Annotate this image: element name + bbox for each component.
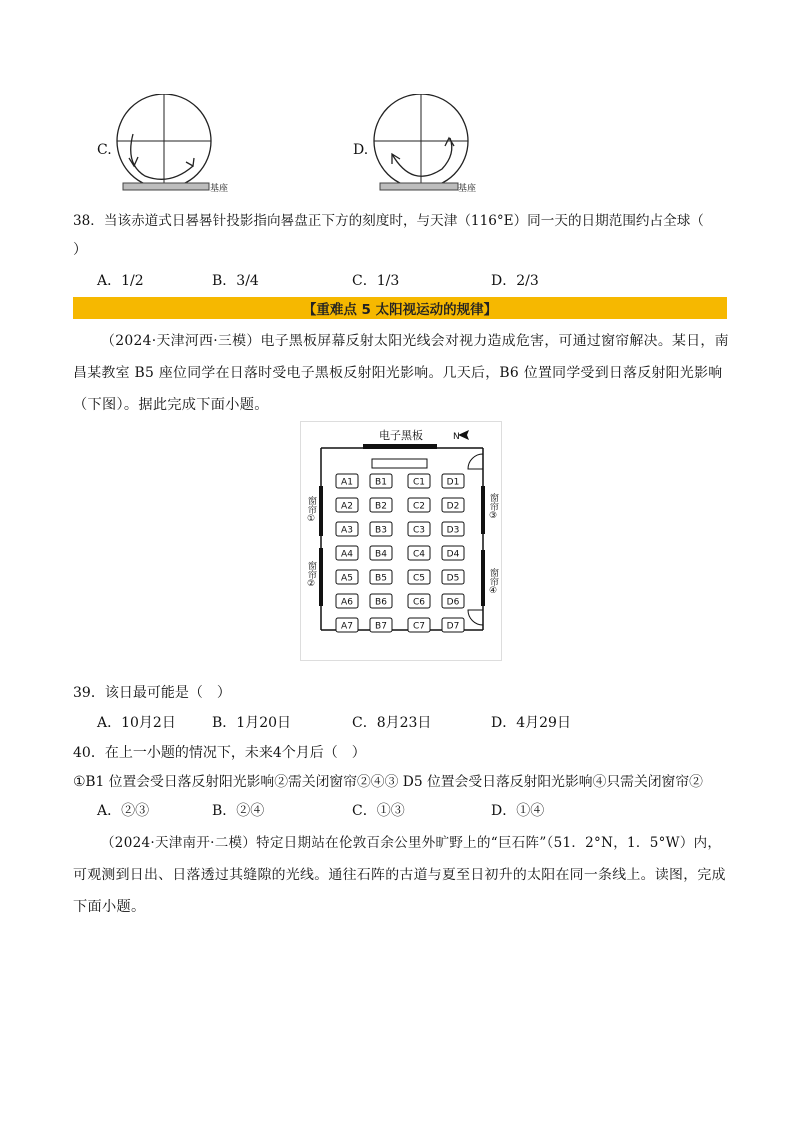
board-label: 电子黑板: [379, 429, 423, 442]
option-d-letter: D.: [353, 142, 369, 158]
q40-statements: ①B1 位置会受日落反射阳光影响②需关闭窗帘②④③ D5 位置会受日落反射阳光影响④只需关闭窗帘②: [73, 774, 703, 790]
seat-label-D1: D1: [446, 477, 460, 488]
dial-base-label-d: 基座: [458, 184, 477, 194]
seat-label-C6: C6: [412, 597, 426, 608]
curtain-3-label: 窗帘③: [488, 493, 498, 521]
intro1-line3: （下图）。据此完成下面小题。: [73, 397, 269, 413]
curtain-1-label: 窗帘①: [306, 496, 316, 524]
classroom-diagram: [300, 421, 502, 661]
seat-grid: [336, 474, 464, 632]
q40-stem: 40．在上一小题的情况下，未来4个月后（ ）: [73, 745, 366, 761]
seat-label-D5: D5: [446, 573, 460, 584]
q39-option-a: A．10月2日: [97, 715, 176, 731]
curtain-4-label: 窗帘④: [488, 568, 498, 596]
q39-option-c: C．8月23日: [352, 715, 432, 731]
seat-label-C7: C7: [412, 621, 426, 632]
q39-option-d: D．4月29日: [491, 715, 571, 731]
seat-label-D6: D6: [446, 597, 460, 608]
seat-label-D3: D3: [446, 525, 460, 536]
seat-label-A2: A2: [341, 501, 353, 512]
seat-label-C3: C3: [412, 525, 426, 536]
intro2-line3: 下面小题。: [73, 899, 146, 915]
curtain-2-label: 窗帘②: [306, 561, 316, 589]
sundial-diagram-c: [115, 94, 265, 194]
seat-label-A5: A5: [341, 573, 353, 584]
q38-stem-line1: 38．当该赤道式日晷晷针投影指向晷盘正下方的刻度时，与天津（116°E）同一天的日期范围约占全球（: [73, 213, 704, 229]
seat-label-B6: B6: [375, 597, 387, 608]
window-right-1: [481, 486, 485, 534]
arrow-up-icon: [186, 158, 194, 166]
seat-label-C4: C4: [412, 549, 426, 560]
q39-stem: 39．该日最可能是（ ）: [73, 685, 231, 701]
seat-label-D4: D4: [446, 549, 460, 560]
seat-label-A6: A6: [341, 597, 353, 608]
section-banner: 【重难点 5 太阳视运动的规律】: [73, 297, 727, 319]
podium: [372, 459, 427, 468]
seat-label-C2: C2: [412, 501, 426, 512]
north-label: N: [453, 432, 460, 442]
classroom-svg: [301, 422, 501, 660]
seat-label-D7: D7: [446, 621, 460, 632]
q40-option-a: A．②③: [97, 803, 150, 819]
seat-label-A3: A3: [341, 525, 353, 536]
q38-stem-line2: ）: [73, 242, 87, 258]
arrow-up-icon: [392, 154, 400, 164]
seat-label-C1: C1: [412, 477, 426, 488]
seat-label-A4: A4: [341, 549, 353, 560]
q40-option-c: C．①③: [352, 803, 405, 819]
dial-base: [123, 183, 209, 190]
q39-option-b: B．1月20日: [212, 715, 292, 731]
q38-option-b: B．3/4: [212, 273, 259, 289]
q40-option-b: B．②④: [212, 803, 265, 819]
seat-label-B1: B1: [375, 477, 387, 488]
seat-label-B3: B3: [375, 525, 387, 536]
seat-label-A7: A7: [341, 621, 353, 632]
seat-label-B4: B4: [375, 549, 387, 560]
arrow-down-icon: [129, 157, 138, 166]
door-top-icon: [468, 454, 483, 469]
intro2-line1: （2024·天津南开·二模）特定日期站在伦敦百余公里外旷野上的“巨石阵”（51．2°N，1．5°W）内，: [101, 835, 722, 851]
sundial-diagram-d: [372, 94, 522, 194]
q38-option-d: D．2/3: [491, 273, 539, 289]
intro2-line2: 可观测到日出、日落透过其缝隙的光线。通往石阵的古道与夏至日初升的太阳在同一条线上。读图，完成: [73, 867, 726, 883]
seat-label-B2: B2: [375, 501, 387, 512]
arrow-down-icon: [445, 138, 454, 146]
door-bottom-icon: [468, 610, 483, 625]
window-left-1: [319, 486, 323, 536]
window-left-2: [319, 548, 323, 606]
shadow-path-arc: [392, 138, 452, 176]
seat-label-D2: D2: [446, 501, 460, 512]
intro1-line2: 昌某教室 B5 座位同学在日落时受电子黑板反射阳光影响。几天后，B6 位置同学受到日落反射阳光影响: [73, 365, 723, 381]
dial-base-label-c: 基座: [210, 184, 229, 194]
dial-base: [380, 183, 458, 190]
q40-option-d: D．①④: [491, 803, 545, 819]
intro1-line1: （2024·天津河西·三模）电子黑板屏幕反射太阳光线会对视力造成危害，可通过窗帘解决。某日，南: [101, 333, 729, 349]
seat-label-A1: A1: [341, 477, 353, 488]
q38-option-c: C．1/3: [352, 273, 400, 289]
seat-label-B5: B5: [375, 573, 387, 584]
seat-label-B7: B7: [375, 621, 387, 632]
q38-option-a: A．1/2: [97, 273, 144, 289]
seat-label-C5: C5: [412, 573, 426, 584]
window-right-2: [481, 550, 485, 606]
option-c-letter: C.: [97, 142, 112, 158]
